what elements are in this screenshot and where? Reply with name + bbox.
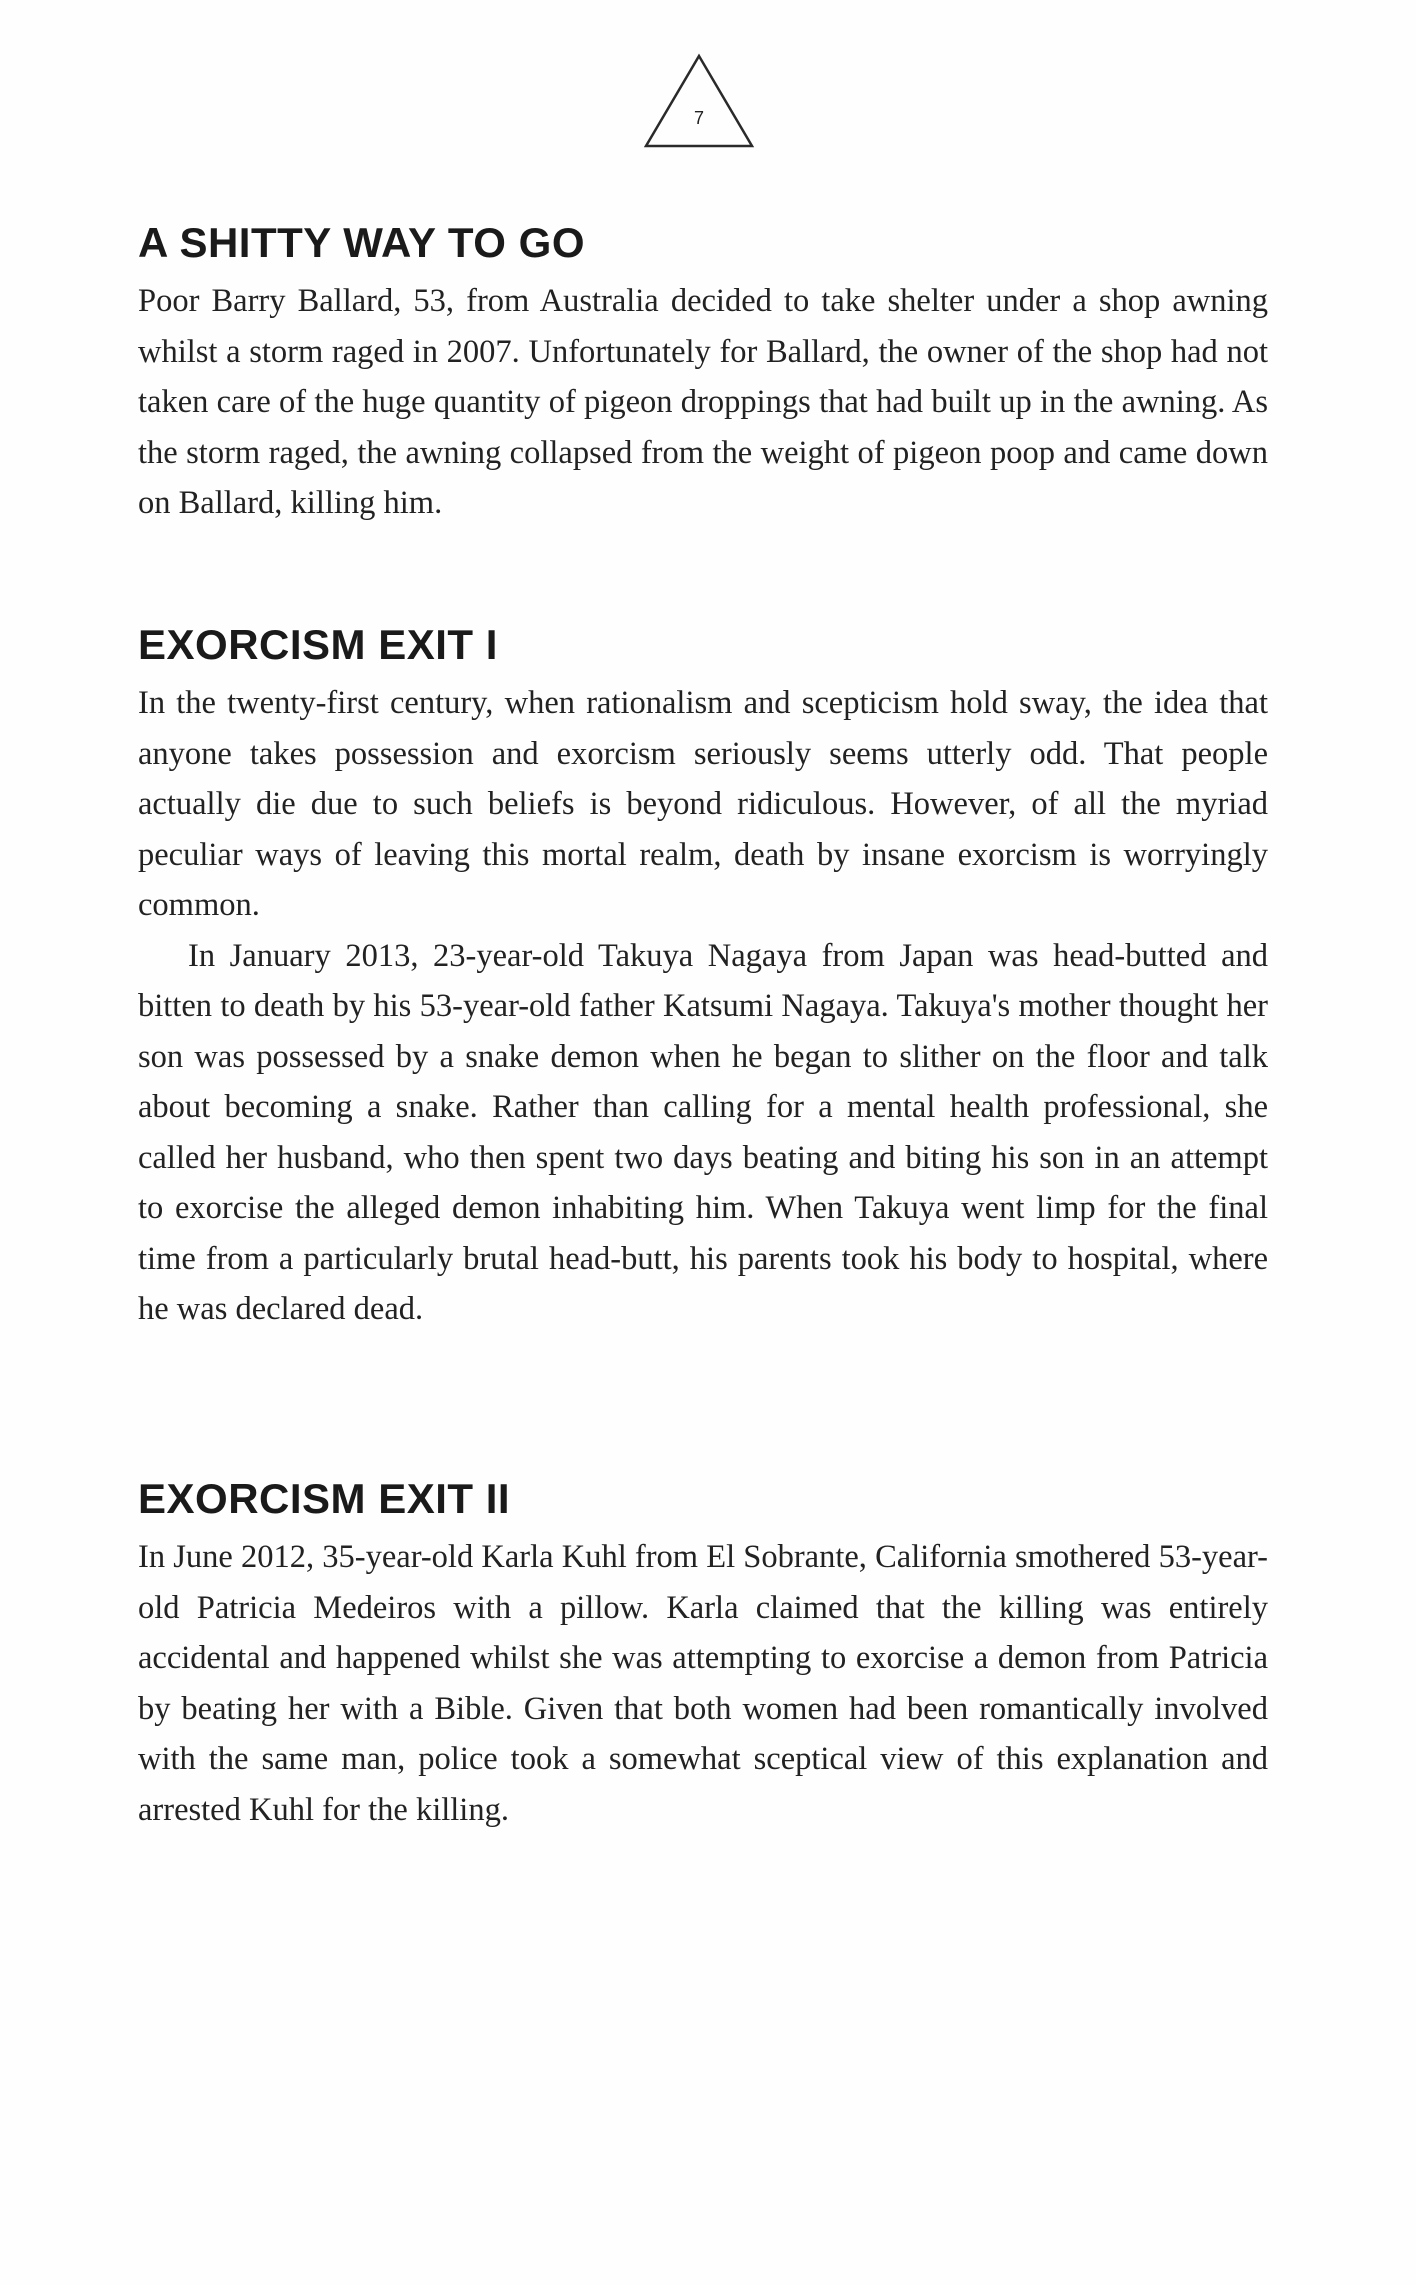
section-exorcism-exit-2 bbox=[138, 1475, 1268, 1835]
section-heading: A SHITTY WAY TO GO bbox=[138, 219, 585, 266]
section-paragraph: In January 2013, 23-year-old Takuya Nagaya from Japan was head-butted and bitten to death by his 53-year-old father Katsumi Nagaya. Takuya's mother thought her son was possessed by a snake demon when he began to slither on the floor and talk about becoming a snake. Rather than calling for a mental health professional, she called her husband, who then spent two days beating and biting his son in an attempt to exorcise the alleged demon inhabiting him. When Takuya went limp for the final time from a particularly brutal head-butt, his parents took his body to hospital, where he was declared dead. bbox=[138, 937, 1268, 1327]
page-number-marker bbox=[640, 50, 758, 150]
page-number: 7 bbox=[693, 108, 704, 128]
section-heading: EXORCISM EXIT I bbox=[138, 621, 498, 668]
section-paragraph: Poor Barry Ballard, 53, from Australia decided to take shelter under a shop awning whilst a storm raged in 2007. Unfortunately for Ballard, the owner of the shop had not taken care of the huge quantity of pigeon droppings that had built up in the awning. As the storm raged, the awning collapsed from the weight of pigeon poop and came down on Ballard, killing him. bbox=[138, 283, 1268, 521]
section-exorcism-exit-1 bbox=[138, 621, 1268, 1335]
triangle-icon bbox=[640, 50, 758, 150]
section-shitty-way-to-go bbox=[138, 219, 1268, 529]
section-paragraph: In the twenty-first century, when rationalism and scepticism hold sway, the idea that anyone takes possession and exorcism seriously seems utterly odd. That people actually die due to such beliefs is beyond ridiculous. However, of all the myriad peculiar ways of leaving this mortal realm, death by insane exorcism is worryingly common. bbox=[138, 685, 1268, 923]
section-heading: EXORCISM EXIT II bbox=[138, 1475, 511, 1522]
section-paragraph: In June 2012, 35-year-old Karla Kuhl from El Sobrante, California smothered 53-year-old Patricia Medeiros with a pillow. Karla claimed that the killing was entirely accidental and happened whilst she was attempting to exorcise a demon from Patricia by beating her with a Bible. Given that both women had been romantically involved with the same man, police took a somewhat sceptical view of this explanation and arrested Kuhl for the killing. bbox=[138, 1539, 1268, 1828]
